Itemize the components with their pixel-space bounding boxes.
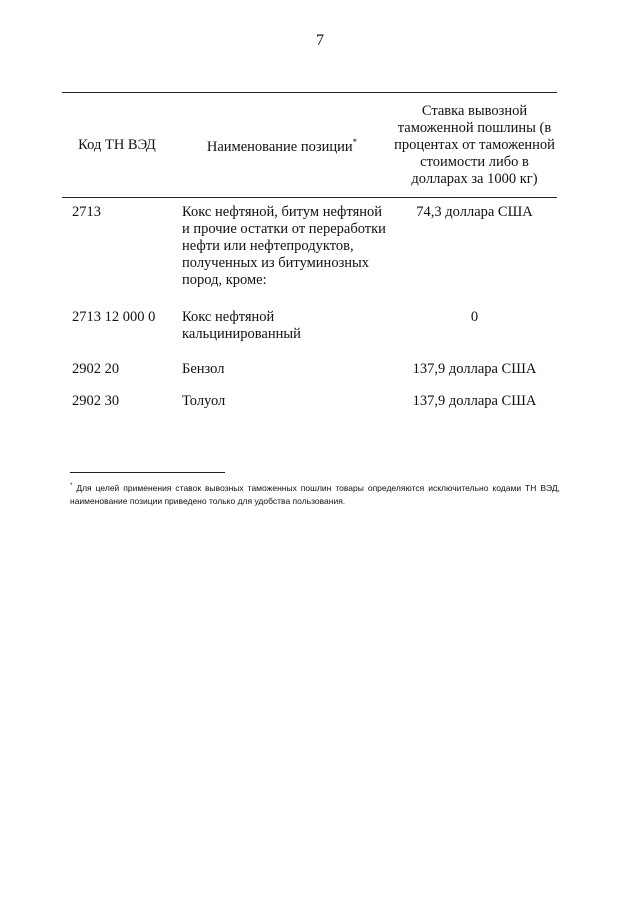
header-name — [172, 93, 392, 198]
cell-rate: 137,9 доллара США — [412, 393, 537, 409]
table-header-row — [62, 93, 557, 198]
cell-name: Кокс нефтяной, битум нефтяной и прочие остатки от переработки нефти или нефтепродуктов, полученных из битуминозных пород, кроме: — [182, 204, 386, 288]
header-rate-label: Ставка вывозной таможенной пошлины (в процентах от таможенной стоимости либо в долларах за 1000 кг) — [394, 102, 555, 187]
cell-code: 2713 12 000 0 — [72, 309, 156, 325]
cell-rate: 74,3 доллара США — [416, 204, 533, 220]
footnote — [70, 480, 560, 508]
table-row — [62, 361, 557, 393]
cell-name: Кокс нефтяной кальцинированный — [182, 309, 301, 342]
header-name-footnote-marker: * — [352, 137, 358, 148]
footnote-marker: * — [70, 483, 73, 489]
cell-code: 2902 30 — [72, 393, 120, 409]
table-row — [62, 309, 557, 361]
page-number: 7 — [316, 32, 324, 49]
duty-table-container — [62, 92, 557, 418]
duty-table — [62, 92, 557, 418]
header-name-label: Наименование позиции — [206, 138, 353, 155]
header-rate — [392, 93, 557, 198]
header-code — [62, 93, 172, 198]
footnote-divider — [70, 472, 225, 473]
table-row — [62, 198, 557, 310]
cell-name: Толуол — [182, 393, 226, 409]
footnote-text: Для целей применения ставок вывозных таможенных пошлин товары определяются исключительно кодами ТН ВЭД, наименование позиции приведено только для удобства пользования. — [70, 482, 560, 506]
header-code-label: Код ТН ВЭД — [78, 136, 156, 153]
cell-code: 2713 — [72, 204, 101, 220]
cell-code: 2902 20 — [72, 361, 120, 377]
table-row — [62, 393, 557, 418]
cell-name: Бензол — [182, 361, 225, 377]
cell-rate: 0 — [470, 309, 479, 325]
cell-rate: 137,9 доллара США — [412, 361, 537, 377]
